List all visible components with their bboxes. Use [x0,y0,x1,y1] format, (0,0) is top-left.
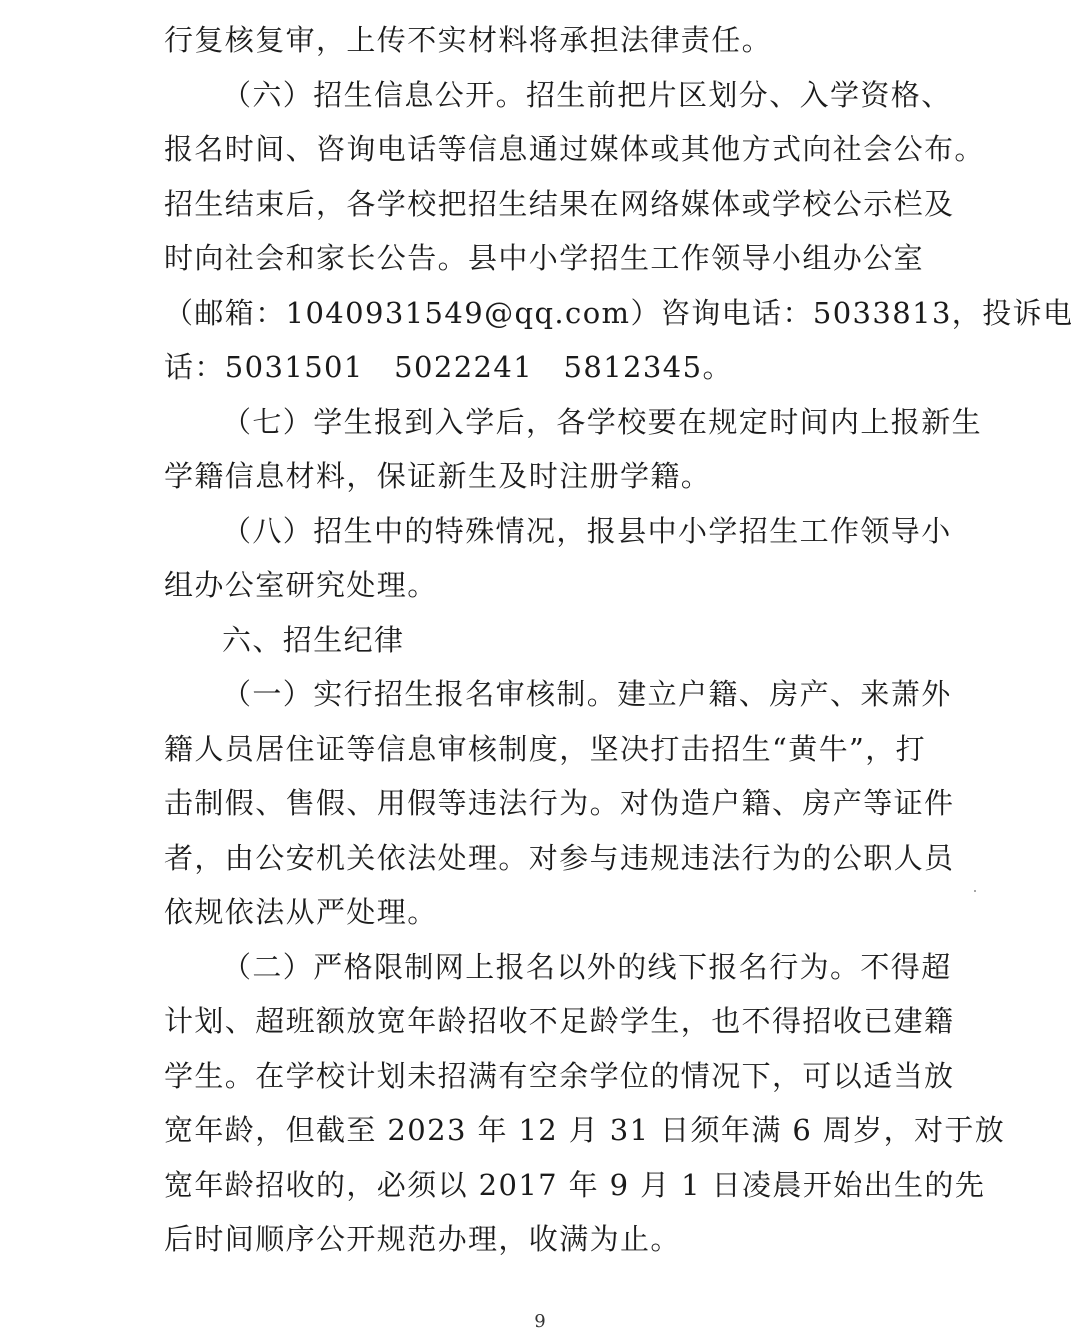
text-line: 话：5031501 5022241 5812345。 [164,350,733,384]
text-line: （六）招生信息公开。招生前把片区划分、入学资格、 [222,78,952,112]
text-line: 学籍信息材料，保证新生及时注册学籍。 [164,459,712,493]
text-line: 依规依法从严处理。 [164,895,438,929]
text-line: （八）招生中的特殊情况，报县中小学招生工作领导小 [222,514,952,548]
text-line: 组办公室研究处理。 [164,568,438,602]
text-line: 击制假、售假、用假等违法行为。对伪造户籍、房产等证件 [164,786,955,820]
text-line: 计划、超班额放宽年龄招收不足龄学生，也不得招收已建籍 [164,1004,955,1038]
text-line: （七）学生报到入学后，各学校要在规定时间内上报新生 [222,405,983,439]
text-line: （邮箱：1040931549@qq.com）咨询电话：5033813，投诉电 [164,296,1074,330]
text-line: （二）严格限制网上报名以外的线下报名行为。不得超 [222,950,952,984]
text-line: 后时间顺序公开规范办理，收满为止。 [164,1222,681,1256]
scan-speck [974,890,976,892]
text-line: 宽年龄招收的，必须以 2017 年 9 月 1 日凌晨开始出生的先 [164,1168,986,1202]
section-heading: 六、招生纪律 [222,623,405,657]
text-line: 者，由公安机关依法处理。对参与违规违法行为的公职人员 [164,841,955,875]
text-line: 报名时间、咨询电话等信息通过媒体或其他方式向社会公布。 [164,132,985,166]
text-line: 行复核复审，上传不实材料将承担法律责任。 [164,23,773,57]
text-line: 招生结束后，各学校把招生结果在网络媒体或学校公示栏及 [164,187,955,221]
text-line: 时向社会和家长公告。县中小学招生工作领导小组办公室 [164,241,925,275]
text-line: 籍人员居住证等信息审核制度，坚决打击招生“黄牛”，打 [164,732,927,766]
text-line: 宽年龄，但截至 2023 年 12 月 31 日须年满 6 周岁，对于放 [164,1113,1006,1147]
page-number: 9 [534,1311,546,1332]
text-line: （一）实行招生报名审核制。建立户籍、房产、来萧外 [222,677,952,711]
text-line: 学生。在学校计划未招满有空余学位的情况下，可以适当放 [164,1059,955,1093]
